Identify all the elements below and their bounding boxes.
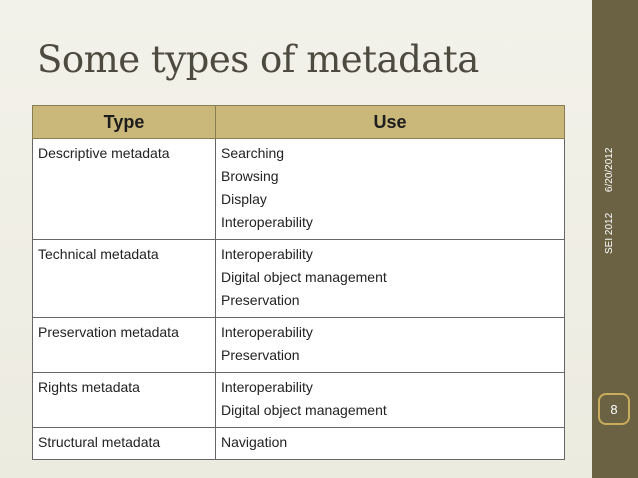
slide-footer-vertical	[604, 148, 615, 254]
use-cell	[216, 240, 565, 318]
use-cell	[216, 139, 565, 240]
type-cell: Rights metadata	[33, 373, 216, 428]
type-cell: Preservation metadata	[33, 318, 216, 373]
use-item: Digital object management	[221, 269, 387, 285]
use-item: Interoperability	[221, 246, 313, 262]
slide-title: Some types of metadata	[37, 38, 479, 81]
table-row	[33, 318, 565, 373]
use-item: Interoperability	[221, 214, 313, 230]
use-item: Preservation	[221, 292, 300, 308]
use-item: Digital object management	[221, 402, 387, 418]
type-cell: Structural metadata	[33, 428, 216, 460]
footer-text: SEI 2012	[604, 212, 615, 254]
metadata-table	[32, 105, 565, 460]
use-item: Interoperability	[221, 324, 313, 340]
use-item: Preservation	[221, 347, 300, 363]
use-cell	[216, 373, 565, 428]
use-cell	[216, 428, 565, 460]
use-item: Interoperability	[221, 379, 313, 395]
use-item: Searching	[221, 145, 285, 161]
type-cell: Descriptive metadata	[33, 139, 216, 240]
type-cell: Technical metadata	[33, 240, 216, 318]
use-item: Navigation	[221, 434, 288, 450]
page-number: 8	[610, 401, 618, 417]
header-use: Use	[216, 106, 565, 139]
table-row	[33, 428, 565, 460]
table-row	[33, 240, 565, 318]
date-text: 6/20/2012	[604, 147, 615, 193]
table-header-row	[33, 106, 565, 139]
header-type: Type	[33, 106, 216, 139]
table-row	[33, 373, 565, 428]
table-row	[33, 139, 565, 240]
use-item: Display	[221, 191, 267, 207]
use-item: Browsing	[221, 168, 279, 184]
page-number-badge	[598, 393, 630, 425]
use-cell	[216, 318, 565, 373]
